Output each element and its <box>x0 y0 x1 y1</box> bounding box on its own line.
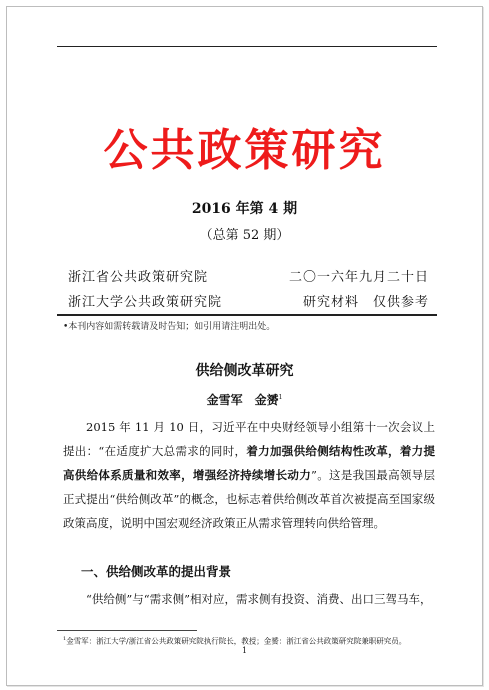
issue-total-number: （总第 52 期） <box>199 228 290 243</box>
body-paragraph-2: “供给侧”与“需求侧”相对应，需求侧有投资、消费、出口三驾马车， <box>86 592 432 606</box>
footnote-text: 金雪军：浙江大学/浙江省公共政策研究院执行院长，教授；金赟：浙江省公共政策研究院兼职研究员。 <box>66 636 407 646</box>
section-heading-1: 一、供给侧改革的提出背景 <box>81 564 232 579</box>
masthead-rule <box>57 314 437 316</box>
journal-title: 公共政策研究 <box>103 125 386 176</box>
header-rule <box>57 46 437 47</box>
publisher-org-2: 浙江大学公共政策研究院 <box>68 295 223 310</box>
footnote-mark: 1 <box>63 636 67 642</box>
footnote-rule <box>57 630 197 631</box>
usage-note: 研究材料 仅供参考 <box>302 295 429 310</box>
publisher-org-1: 浙江省公共政策研究院 <box>68 270 209 285</box>
author-footnote-mark: 1 <box>278 394 283 401</box>
authors-text: 金雪军 金赟 <box>206 393 279 407</box>
document-page <box>6 6 483 686</box>
para1-text-a: 2015 年 11 月 10 日，习近平在中央财经领导小组第十一次会议上提出：“在适度扩大总需求的同时， <box>63 420 435 458</box>
body-paragraph-1 <box>63 415 435 535</box>
footnote <box>63 634 406 647</box>
para1-emphasis: 着力加强供给侧结构性改革，着力提高供给体系质量和效率，增强经济持续增长动力 <box>63 444 435 482</box>
article-title: 供给侧改革研究 <box>195 363 294 379</box>
issue-number: 2016 年第 4 期 <box>191 201 298 217</box>
para1-text-b: ”。这是我国最高领导层正式提出“供给侧改革”的概念，也标志着供给侧改革首次被提高至国家级政策高度，说明中国宏观经济政策正从需求管理转向供给管理。 <box>63 468 435 530</box>
reprint-notice: •本刊内容如需转载请及时告知；如引用请注明出处。 <box>63 322 276 332</box>
page-number: 1 <box>241 646 248 655</box>
publish-date: 二〇一六年九月二十日 <box>288 270 429 285</box>
article-authors <box>7 390 482 408</box>
